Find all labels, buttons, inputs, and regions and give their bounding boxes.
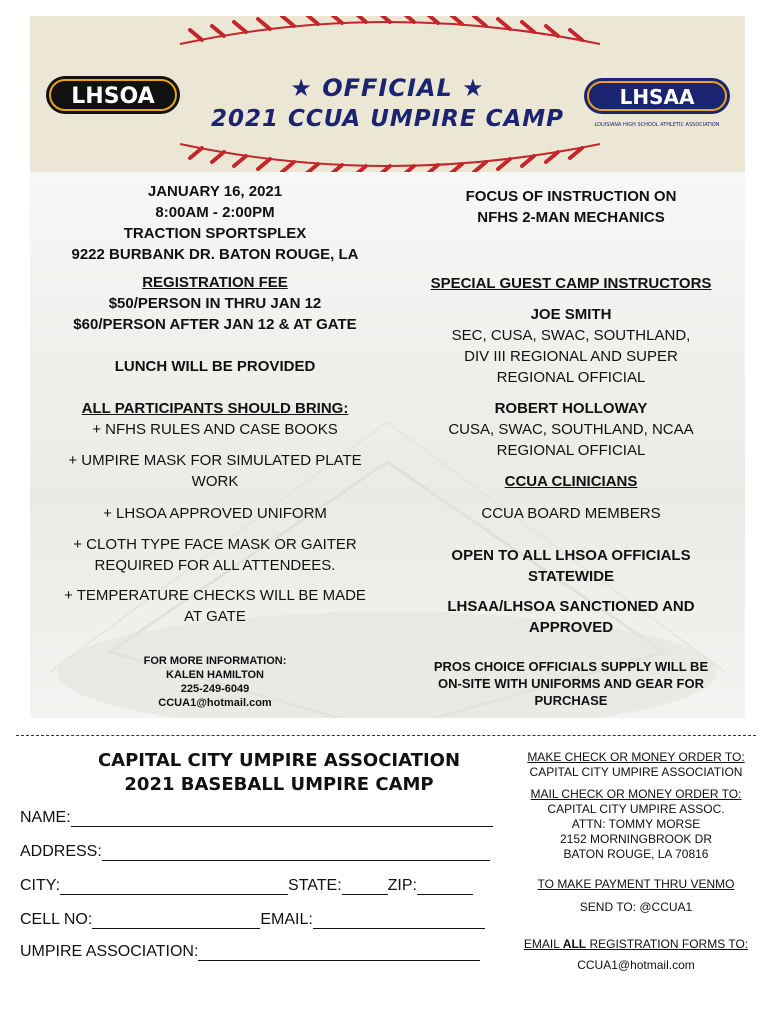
- registration-fee: [30, 272, 400, 335]
- zip-field[interactable]: [417, 876, 473, 895]
- city-row: [20, 876, 473, 895]
- city-label: CITY:: [20, 877, 61, 894]
- association-field[interactable]: [198, 942, 480, 961]
- name-row: [20, 808, 493, 827]
- bring-item-mask: + UMPIRE MASK FOR SIMULATED PLATE WORK: [68, 452, 362, 490]
- mail-address: MAIL CHECK OR MONEY ORDER TO: CAPITAL CITY UMPIRE ASSOC. ATTN: TOMMY MORSE 2152 MORNINGBROOK DR BATON ROUGE, LA 70816: [530, 787, 742, 861]
- fee-early: $50/PERSON IN THRU JAN 12: [108, 295, 322, 312]
- cut-line: [16, 735, 756, 736]
- state-label: STATE:: [288, 877, 342, 894]
- board-members: CCUA BOARD MEMBERS: [481, 505, 661, 522]
- clinicians-heading: CCUA CLINICIANS: [504, 473, 638, 490]
- instructor-robert-holloway: ROBERT HOLLOWAY CUSA, SWAC, SOUTHLAND, NCAA REGIONAL OFFICIAL: [395, 398, 747, 461]
- lhsaa-logo-text: LHSAA: [619, 85, 695, 109]
- title-official: ★ OFFICIAL ★: [290, 74, 485, 102]
- bring-item-temperature: + TEMPERATURE CHECKS WILL BE MADE AT GATE: [64, 587, 366, 625]
- more-info: [30, 654, 400, 710]
- event-date: JANUARY 16, 2021: [147, 183, 283, 200]
- address-row: [20, 842, 490, 861]
- instructors-heading: SPECIAL GUEST CAMP INSTRUCTORS: [430, 275, 712, 292]
- instructor-name: JOE SMITH: [530, 306, 612, 323]
- baseball-stitch-top: [30, 16, 745, 50]
- lhsoa-logo-text: LHSOA: [71, 84, 155, 109]
- zip-label: ZIP:: [387, 877, 417, 894]
- address-field[interactable]: [102, 842, 490, 861]
- bring-item-face-mask: + CLOTH TYPE FACE MASK OR GAITER REQUIRED FOR ALL ATTENDEES.: [73, 536, 357, 574]
- info-heading: FOR MORE INFORMATION:: [143, 655, 287, 667]
- title-camp: 2021 CCUA UMPIRE CAMP: [210, 106, 565, 132]
- email-forms: EMAIL ALL REGISTRATION FORMS TO: CCUA1@hotmail.com: [512, 937, 760, 973]
- sanctioned-note: LHSAA/LHSOA SANCTIONED AND APPROVED: [447, 598, 695, 636]
- bring-item-books: + NFHS RULES AND CASE BOOKS: [92, 421, 338, 438]
- city-field[interactable]: [60, 876, 288, 895]
- event-address: 9222 BURBANK DR. BATON ROUGE, LA: [71, 246, 359, 263]
- bring-list: [30, 398, 400, 440]
- event-venue: TRACTION SPORTSPLEX: [123, 225, 307, 242]
- lhsaa-logo-subtext: LOUISIANA HIGH SCHOOL ATHLETIC ASSOCIATION: [594, 122, 720, 128]
- baseball-stitch-bottom: [30, 138, 745, 172]
- fee-late: $60/PERSON AFTER JAN 12 & AT GATE: [73, 316, 357, 333]
- instructor-joe-smith: JOE SMITH SEC, CUSA, SWAC, SOUTHLAND, DIV III REGIONAL AND SUPER REGIONAL OFFICIAL: [395, 304, 747, 388]
- cell-email-row: [20, 910, 485, 929]
- venmo-payment: TO MAKE PAYMENT THRU VENMO SEND TO: @CCUA1: [537, 877, 735, 914]
- open-to-officials: OPEN TO ALL LHSOA OFFICIALS STATEWIDE: [451, 547, 691, 585]
- event-details: [30, 181, 400, 265]
- pros-choice-note: PROS CHOICE OFFICIALS SUPPLY WILL BE ON-SITE WITH UNIFORMS AND GEAR FOR PURCHASE: [433, 659, 709, 708]
- name-field[interactable]: [71, 808, 493, 827]
- form-title-association: CAPITAL CITY UMPIRE ASSOCIATION: [97, 750, 461, 771]
- event-time: 8:00AM - 2:00PM: [155, 204, 275, 221]
- info-email: CCUA1@hotmail.com: [158, 697, 272, 709]
- association-label: UMPIRE ASSOCIATION:: [20, 943, 199, 960]
- bring-item-uniform: + LHSOA APPROVED UNIFORM: [103, 505, 327, 522]
- focus-instruction: FOCUS OF INSTRUCTION ON NFHS 2-MAN MECHANICS: [465, 188, 677, 226]
- info-phone: 225-249-6049: [180, 683, 250, 695]
- header-banner: [30, 16, 745, 172]
- umpire-association-row: [20, 942, 480, 961]
- email-label: EMAIL:: [260, 911, 313, 928]
- name-label: NAME:: [20, 809, 71, 826]
- email-field[interactable]: [313, 910, 485, 929]
- state-field[interactable]: [342, 876, 388, 895]
- lhsaa-logo: [582, 70, 732, 132]
- address-label: ADDRESS:: [20, 843, 102, 860]
- cell-label: CELL NO:: [20, 911, 93, 928]
- check-payable: MAKE CHECK OR MONEY ORDER TO: CAPITAL CITY UMPIRE ASSOCIATION: [527, 750, 745, 779]
- email-forms-heading: EMAIL ALL REGISTRATION FORMS TO:: [523, 937, 749, 951]
- info-name: KALEN HAMILTON: [166, 669, 264, 681]
- cell-field[interactable]: [92, 910, 260, 929]
- registration-heading: REGISTRATION FEE: [142, 274, 288, 291]
- instructor-name: ROBERT HOLLOWAY: [494, 400, 648, 417]
- lunch-note: LUNCH WILL BE PROVIDED: [114, 358, 316, 375]
- form-title-camp: 2021 BASEBALL UMPIRE CAMP: [124, 774, 434, 795]
- bring-heading: ALL PARTICIPANTS SHOULD BRING:: [81, 400, 349, 417]
